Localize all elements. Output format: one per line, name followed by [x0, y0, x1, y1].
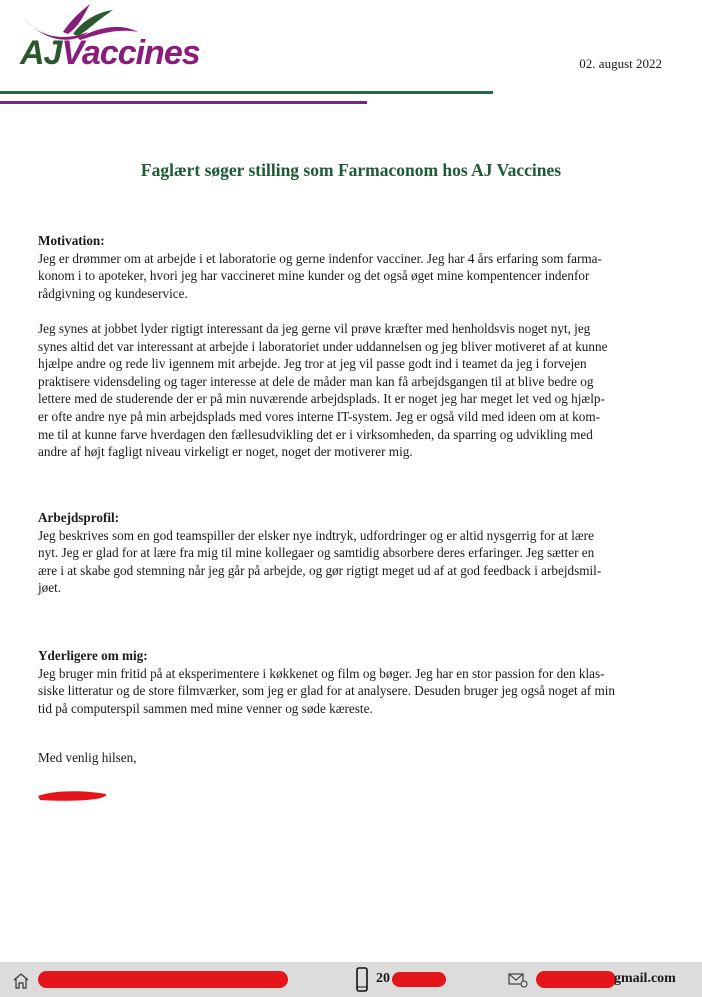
paragraph: [38, 250, 678, 303]
redacted-email: [536, 971, 616, 988]
phone-prefix: 20: [376, 971, 390, 986]
email-domain: gmail.com: [614, 971, 676, 986]
text-line: Jeg bruger min fritid på at eksperimentere i køkkenet og film og bøger. Jeg har en stor passion for den klas-: [38, 665, 605, 681]
text-line: andre af højt fagligt niveau virkeligt er noget, noget der motiverer mig.: [38, 444, 413, 460]
text-line: jøet.: [38, 580, 62, 596]
text-line: Jeg synes at jobbet lyder rigtigt interessant da jeg gerne vil prøve kræfter med henholdsvis noget nyt, jeg: [38, 320, 591, 336]
letter-title: Faglært søger stilling som Farmaconom hos AJ Vaccines: [140, 160, 562, 180]
text-line: synes altid det var interessant at arbejde i laboratoriet under uddannelsen og jeg bliver motiveret af at kunne: [38, 338, 608, 354]
text-line: lettere med de studerende der er på min nuværende arbejdsplads. It er noget jeg har meget let ved og hjælp-: [38, 391, 605, 407]
section-heading: Arbejdsprofil:: [38, 510, 120, 525]
text-line: tid på computerspil sammen med mine venner og søde kæreste.: [38, 700, 373, 716]
section-heading: Yderligere om mig:: [38, 648, 148, 663]
text-line: praktisere vidensdeling og tager interesse at dele de måder man kan få arbejdsgangen til at blive bedre og: [38, 373, 594, 389]
text-line: Jeg er drømmer om at arbejde i et laboratorie og gerne indenfor vacciner. Jeg har 4 års erfaring som farma-: [38, 250, 602, 266]
logo-aj: AJ: [20, 34, 62, 72]
logo-vaccines: Vaccines: [61, 34, 200, 72]
letter-date: 02. august 2022: [579, 56, 662, 71]
text-line: rådgivning og kundeservice.: [38, 285, 188, 301]
contact-footer: [0, 962, 702, 997]
redacted-signature: [34, 786, 110, 804]
paragraph: [38, 320, 678, 461]
text-line: me til at kunne farve hverdagen den fællesudvikling det er i virksomheden, da sparring og udvikling med: [38, 426, 593, 442]
text-line: ære i at skabe god stemning når jeg går på arbejde, og gør rigtigt meget ud af at god feedback i arbejdsmil-: [38, 562, 602, 578]
text-line: hjælpe andre og rede liv igennem mit arbejde. Jeg tror at jeg vil passe godt ind i teamet da jeg i forvejen: [38, 356, 587, 372]
closing: Med venlig hilsen,: [38, 750, 137, 765]
section-motivation: [38, 232, 678, 461]
section-about: [38, 647, 678, 717]
text-line: konom i to apoteker, hvori jeg har vaccineret mine kunder og det også øget mine kompentencer indenfor: [38, 268, 590, 284]
email-icon: [508, 972, 528, 988]
redacted-address: [38, 971, 288, 988]
text-line: nyt. Jeg er glad for at lære fra mig til mine kollegaer og samtidig absorbere deres erfaringer. Jeg sætter en: [38, 545, 595, 561]
phone-icon: [356, 967, 368, 992]
header-divider-purple: [0, 101, 367, 104]
home-icon: [12, 972, 30, 989]
header-divider-green: [0, 91, 493, 94]
text-line: siske litteratur og de store filmværker, som jeg er glad for at analysere. Desuden bruger jeg også noget af min: [38, 683, 615, 699]
text-line: er ofte andre nye på min arbejdsplads med vores interne IT-system. Jeg er også vild med ideen om at kom-: [38, 408, 601, 424]
company-logo: [20, 34, 200, 73]
text-line: Jeg beskrives som en god teamspiller der elsker nye indtryk, udfordringer og er altid nysgerrig for at lære: [38, 527, 594, 543]
section-profile: [38, 509, 678, 597]
section-heading: Motivation:: [38, 233, 105, 248]
redacted-phone: [392, 972, 446, 987]
